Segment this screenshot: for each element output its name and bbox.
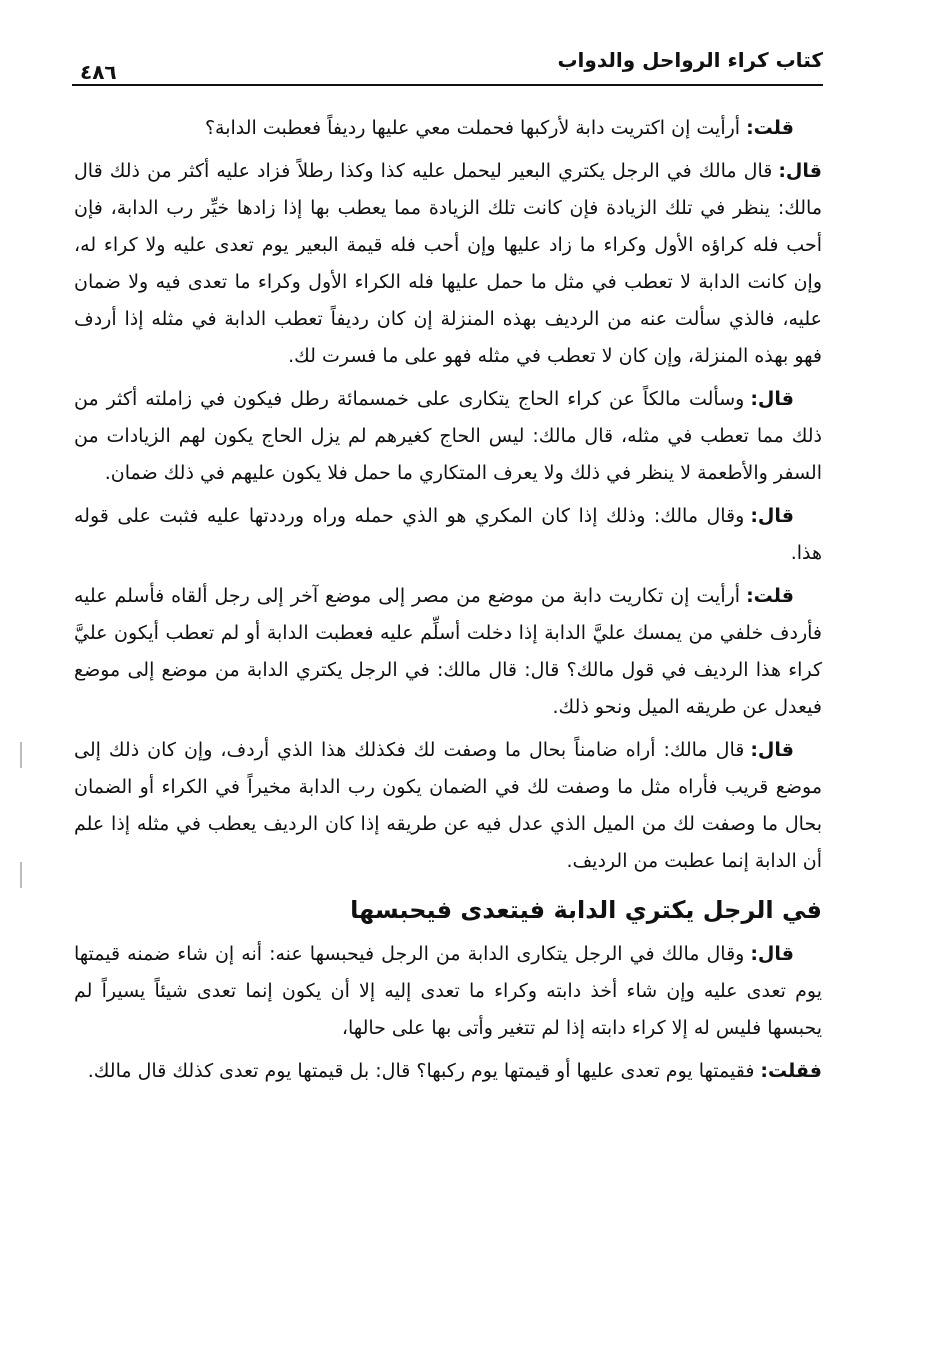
paragraph-lead: قال: [750, 943, 794, 965]
paragraph-text: وقال مالك: وذلك إذا كان المكري هو الذي حمله وراه ورددتها عليه فثبت على قوله هذا. [74, 505, 822, 564]
paragraph-lead: قال: [750, 388, 794, 410]
page-number: ٤٨٦ [80, 60, 117, 84]
paragraph-text: قال مالك في الرجل يكتري البعير ليحمل عليه كذا وكذا رطلاً فزاد عليه أكثر من ذلك قال مالك: ينظر في تلك الزيادة فإن كانت تلك الزيادة مما يعطب بها إذا زادها خيِّر رب الدابة، فإن أحب فله كراؤه الأول وكراء ما زاد عليها وإن أحب فله قيمة البعير يوم تعدى عليه ولا كراء له، وإن كانت الدابة لا تعطب في مثل ما حمل عليها فله الكراء الأول وكراء ما تعدى فيه ولا ضمان عليه، فالذي سألت عنه من الرديف بهذه المنزلة إن كان رديفاً تعطب الدابة في مثله إذا أردف فهو بهذه المنزلة، وإن كان لا تعطب في مثله فهو على ما فسرت لك. [74, 160, 822, 367]
paragraph [74, 1053, 822, 1090]
paragraph-lead: قال: [778, 160, 822, 182]
paragraph-lead: قلت: [746, 117, 794, 139]
margin-mark [20, 862, 22, 888]
paragraph-text: فقيمتها يوم تعدى عليها أو قيمتها يوم ركبها؟ قال: بل قيمتها يوم تعدى كذلك قال مالك. [87, 1060, 755, 1082]
paragraph [74, 153, 822, 375]
paragraph-lead: قال: [750, 505, 794, 527]
paragraph [74, 578, 822, 726]
paragraph [74, 381, 822, 492]
paragraph [74, 110, 822, 147]
paragraph-lead: قلت: [746, 585, 794, 607]
paragraph-text: قال مالك: أراه ضامناً بحال ما وصفت لك فكذلك هذا الذي أردف، وإن كان ذلك إلى موضع قريب فأراه مثل ما وصفت لك في الضمان يكون رب الدابة مخيراً في الكراء أو الضمان بحال ما وصفت لك من الميل الذي عدل فيه عن طريقه إذا كان الرديف يعطب في مثله إذا علم أن الدابة إنما عطبت من الرديف. [74, 739, 822, 872]
paragraph [74, 936, 822, 1047]
paragraph-text: أرأيت إن تكاريت دابة من موضع من مصر إلى موضع آخر إلى رجل ألقاه فأسلم عليه فأردف خلفي من يمسك عليَّ الدابة إذا دخلت أسلِّم عليه فعطبت الدابة أو لم تعطب أيكون عليَّ كراء هذا الرديف في قول مالك؟ قال: قال مالك: في الرجل يكتري الدابة من موضع إلى موضع فيعدل عن طريقه الميل ونحو ذلك. [74, 585, 822, 718]
paragraph [74, 498, 822, 572]
body-text [74, 110, 822, 1096]
margin-mark [20, 742, 22, 768]
paragraph-text: وسألت مالكاً عن كراء الحاج يتكارى على خمسمائة رطل فيكون في زاملته أكثر من ذلك مما تعطب في مثله، قال مالك: ليس الحاج كغيرهم لم يزل الحاج يكون لهم الزيادات من السفر والأطعمة لا ينظر في ذلك ولا يعرف المتكاري ما حمل فلا يكون عليهم في ذلك ضمان. [74, 388, 822, 484]
paragraph [74, 732, 822, 880]
paragraph-text: أرأيت إن اكتريت دابة لأركبها فحملت معي عليها رديفاً فعطبت الدابة؟ [204, 117, 741, 139]
running-header [72, 44, 823, 86]
paragraph-lead: فقلت: [760, 1060, 822, 1082]
book-chapter-title: كتاب كراء الرواحل والدواب [557, 48, 823, 72]
paragraph-text: وقال مالك في الرجل يتكارى الدابة من الرجل فيحبسها عنه: أنه إن شاء ضمنه قيمتها يوم تعدى عليه وإن شاء أخذ دابته وكراء ما تعدى إليه إلا أن يكون إنما تعدى شيئاً يسيراً لم يحبسها فليس له إلا كراء دابته إذا لم تتغير وأتى بها على حالها، [74, 943, 822, 1039]
paragraph-lead: قال: [750, 739, 794, 761]
section-heading: في الرجل يكتري الدابة فيتعدى فيحبسها [350, 896, 822, 924]
